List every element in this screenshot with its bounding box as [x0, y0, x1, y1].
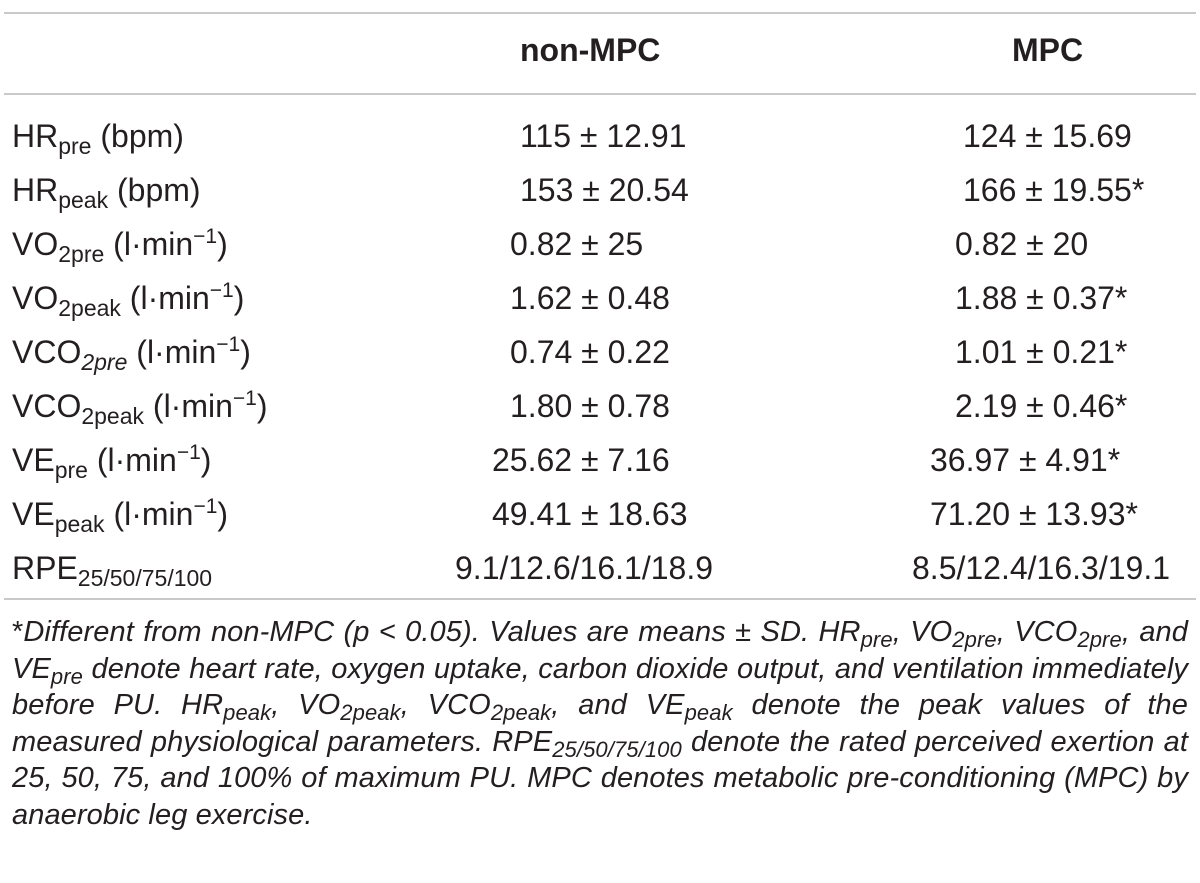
value-mpc: 124 ± 15.69 [963, 118, 1132, 154]
value-mpc: 166 ± 19.55* [963, 172, 1145, 208]
table-row [0, 386, 1200, 440]
value-mpc: 36.97 ± 4.91* [930, 442, 1121, 478]
table-row [0, 440, 1200, 494]
value-mpc: 0.82 ± 20 [955, 226, 1089, 262]
table-footnote: *Different from non-MPC (p < 0.05). Values are means ± SD. $HR_{pre}$, $VO_{2pre}$, $VCO_{2pre}$, and $VE_{pre}$ denote heart rate, oxygen uptake, carbon dioxide output, and ventilation immediately before PU. $HR_{peak}$, $VO_{2peak}$, $VCO_{2peak}$, and $VE_{peak}$ denote the peak values of the measured physiological parameters. $RPE_{25/50/75/100}$ denote the rated perceived exertion at 25, 50, 75, and 100% of maximum PU. MPC denotes metabolic pre-conditioning (MPC) by anaerobic leg exercise. [12, 616, 1188, 831]
row-label: $VO_{2peak}$ $(l\cdot\min^{-1})$ [12, 279, 245, 321]
value-non-mpc: 115 ± 12.91 [520, 118, 687, 154]
row-label: $VCO_{2pre}$ $(l\cdot\min^{-1})$ [12, 333, 251, 375]
table-row [0, 224, 1200, 278]
value-non-mpc: 153 ± 20.54 [520, 172, 689, 208]
row-label: $HR_{peak}$ (bpm) [12, 172, 201, 213]
value-non-mpc: 9.1/12.6/16.1/18.9 [455, 550, 713, 586]
row-label: $RPE_{25/50/75/100}$ [12, 550, 213, 591]
value-mpc: 1.88 ± 0.37* [955, 280, 1128, 316]
value-non-mpc: 1.62 ± 0.48 [510, 280, 670, 316]
row-label: $VE_{peak}$ $(l\cdot\min^{-1})$ [12, 495, 229, 537]
value-non-mpc: 0.74 ± 0.22 [510, 334, 670, 370]
column-header-non-mpc: non-MPC [520, 32, 661, 68]
table-row [0, 332, 1200, 386]
table-header-rule [4, 93, 1196, 95]
row-label: $HR_{pre}$ (bpm) [12, 118, 184, 159]
value-non-mpc: 49.41 ± 18.63 [492, 496, 688, 532]
row-label: $VE_{pre}$ $(l\cdot\min^{-1})$ [12, 441, 212, 483]
row-label: $VO_{2pre}$ $(l\cdot\min^{-1})$ [12, 225, 228, 267]
table-row [0, 170, 1200, 224]
table-row [0, 116, 1200, 170]
value-mpc: 8.5/12.4/16.3/19.1 [912, 550, 1170, 586]
table-row [0, 548, 1200, 602]
table-row [0, 278, 1200, 332]
table-bottom-rule [4, 598, 1196, 600]
table-row [0, 494, 1200, 548]
column-header-mpc: MPC [1012, 32, 1084, 68]
value-non-mpc: 1.80 ± 0.78 [510, 388, 670, 424]
value-mpc: 1.01 ± 0.21* [955, 334, 1128, 370]
value-mpc: 2.19 ± 0.46* [955, 388, 1128, 424]
table-top-rule [4, 12, 1196, 14]
row-label: $VCO_{2peak}$ $(l\cdot\min^{-1})$ [12, 387, 268, 429]
value-non-mpc: 0.82 ± 25 [510, 226, 644, 262]
value-mpc: 71.20 ± 13.93* [930, 496, 1138, 532]
value-non-mpc: 25.62 ± 7.16 [492, 442, 670, 478]
